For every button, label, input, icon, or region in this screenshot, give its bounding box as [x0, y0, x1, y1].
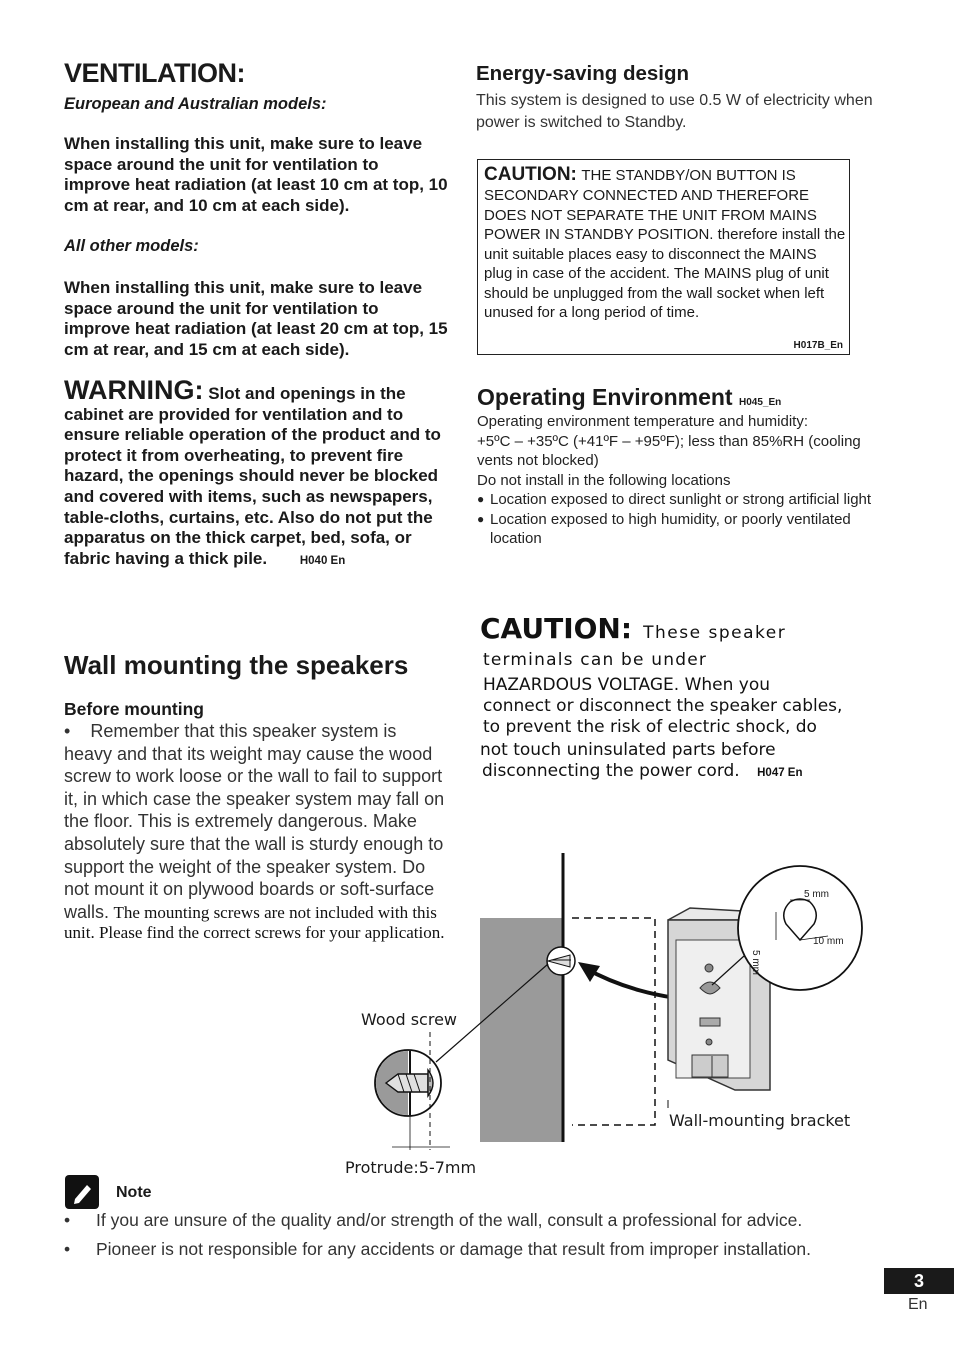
before-mounting-title: Before mounting: [64, 699, 204, 719]
caution-speaker-line-4: connect or disconnect the speaker cables,: [483, 696, 843, 716]
energy-saving-text: This system is designed to use 0.5 W of electricity when power is switched to Standby.: [476, 92, 873, 131]
note-bullet: •: [64, 1210, 71, 1230]
note-item-text: Pioneer is not responsible for any accidents or damage that result from improper installation.: [96, 1239, 811, 1259]
caution-standby-text: THE STANDBY/ON BUTTON IS SECONDARY CONNECTED AND THEREFORE DOES NOT SEPARATE THE UNIT FROM MAINS POWER IN STANDBY POSITION. therefore install the unit suitable places easy to disconnect the MAINS plug in case of the accident. The MAINS plug of unit should be unplugged from the wall socket when left unused for a long period of time.: [484, 167, 846, 321]
caution-speaker-line-5: to prevent the risk of electric shock, do: [483, 717, 817, 737]
note-item: [64, 1238, 894, 1261]
note-icon: [65, 1175, 99, 1209]
page-number: 3: [884, 1268, 954, 1294]
eu-models-label: European and Australian models:: [64, 95, 327, 113]
eu-ventilation-text: When installing this unit, make sure to leave space around the unit for ventilation to improve heat radiation (at least 10 cm at top, 10 cm at rear, and 10 cm at each side).: [64, 134, 448, 215]
operating-line-1: Operating environment temperature and humidity:: [477, 413, 809, 430]
wood-screw-label: Wood screw: [361, 1010, 457, 1029]
note-item: [64, 1209, 894, 1232]
pencil-icon: [65, 1175, 99, 1209]
note-item-text: If you are unsure of the quality and/or strength of the wall, consult a professional for advice.: [96, 1210, 803, 1230]
bullet-dot: ●: [477, 511, 485, 526]
wall-mounting-title: Wall mounting the speakers: [64, 650, 409, 680]
caution-speaker-code: H047 En: [757, 767, 803, 779]
dim-label-10mm: 10 mm: [813, 936, 844, 947]
warning-lead: WARNING:: [64, 375, 204, 405]
operating-title-text: Operating Environment: [477, 384, 733, 410]
bullet-dot: ●: [477, 492, 485, 506]
label-slot: [700, 1018, 720, 1026]
note-title: Note: [116, 1184, 152, 1201]
caution-speaker-line-1: These speaker: [643, 623, 787, 643]
operating-code: H045_En: [738, 397, 782, 408]
caution-speaker-lead: CAUTION:: [480, 612, 633, 645]
caution-speaker-line-7: disconnecting the power cord.: [482, 761, 740, 781]
operating-bullet-1: Location exposed to direct sunlight or strong artificial light: [490, 491, 872, 508]
other-models-label: All other models:: [64, 237, 199, 255]
dim-label-5mm-top: 5 mm: [804, 889, 829, 900]
operating-line-2: +5ºC – +35ºC (+41ºF – +95ºF); less than 85%RH (cooling vents not blocked): [477, 432, 861, 469]
warning-text: Slot and openings in the cabinet are provided for ventilation and to ensure reliable operation of the product and to protect it from overheating, to prevent fire hazard, the openings should never be blocked and covered with items, such as newspapers, table-cloths, curtains, etc. Also do not put the apparatus on the thick carpet, bed, sofa, or fabric having a thick pile.: [64, 384, 441, 568]
other-ventilation-text: When installing this unit, make sure to leave space around the unit for ventilation to improve heat radiation (at least 20 cm at top, 15 cm at rear, and 15 cm at each side).: [64, 278, 448, 359]
wall-mounting-bracket-label: Wall-mounting bracket: [669, 1111, 851, 1130]
dim-label-5mm-side: 5 mm: [750, 950, 761, 975]
operating-bullet-2: Location exposed to high humidity, or poorly ventilated location: [490, 510, 851, 547]
note-bullet: •: [64, 1239, 71, 1259]
operating-line-3: Do not install in the following locations: [477, 471, 731, 489]
note-list: [64, 1209, 894, 1267]
before-mounting-text: Remember that this speaker system is heavy and that its weight may cause the wood screw to work loose or the wall to fail to support it, in which case the speaker system may fall on the floor. This is extremely dangerous. Make absolutely sure that the wall is sturdy enough to support the weight of the speaker system. Do not mount it on plywood boards or soft-surface walls.: [64, 721, 445, 922]
warning-code: H040 En: [299, 554, 346, 567]
ventilation-title: VENTILATION:: [64, 58, 245, 88]
bracket-hole-bottom: [706, 1039, 712, 1045]
speaker-outline-dashed: [572, 918, 655, 1125]
caution-speaker-line-2: terminals can be under: [483, 650, 708, 670]
before-mounting-bullet: •: [64, 721, 71, 741]
caution-standby-lead: CAUTION:: [484, 164, 577, 185]
bracket-hole-top: [705, 964, 713, 972]
protrude-label: Protrude:5-7mm: [345, 1158, 477, 1177]
caution-standby-code: H017B_En: [793, 340, 843, 351]
speaker-terminals: [692, 1055, 728, 1077]
screws-not-included-text: The mounting screws are not included with this unit. Please find the correct screws for your application.: [64, 902, 445, 943]
energy-saving-title: Energy-saving design: [476, 62, 690, 85]
caution-speaker-line-3: HAZARDOUS VOLTAGE. When you: [483, 675, 771, 695]
page-language: En: [908, 1296, 928, 1313]
caution-speaker-line-6: not touch uninsulated parts before: [480, 740, 776, 760]
